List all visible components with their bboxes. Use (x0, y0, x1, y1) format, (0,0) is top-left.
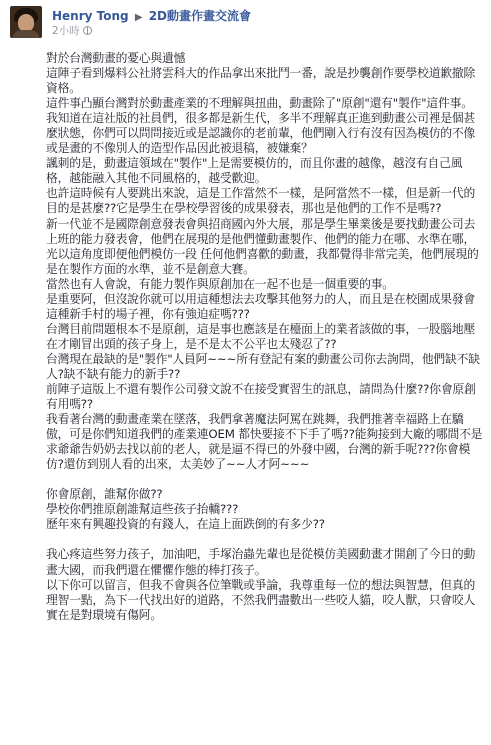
post-paragraph: 學校你們推原創誰幫這些孩子抬轎??? (46, 502, 239, 517)
post-meta (52, 23, 92, 38)
group-name-link[interactable]: 2D動畫作畫交流會 (148, 9, 252, 23)
post-paragraph: 我心疼這些努力孩子，加油吧，手塚治蟲先輩也是從模仿美國動畫才開創了今日的動畫大國，而我們還在懼懼作態的棒打孩子。 (46, 547, 476, 577)
post-paragraph: 你會原創，誰幫你做?? (46, 487, 163, 502)
post-paragraph: 歷年來有興趣投資的有錢人，在這上面跌倒的有多少?? (46, 517, 325, 532)
globe-icon[interactable] (83, 26, 92, 35)
post-body (46, 51, 484, 623)
author-name-link[interactable]: Henry Tong (52, 9, 129, 23)
post-paragraph: 這陣子看到爆料公社將雲科大的作品拿出來批鬥一番，說是抄襲創作要學校道歉撤除資格。 (46, 66, 476, 96)
post-paragraph: 諷刺的是，動畫這領域在"製作"上是需要模仿的，而且你畫的越像，越沒有自己風格，越能融入其他不同風格的，越受歡迎。 (46, 156, 463, 186)
post-paragraph: 以下你可以留言，但我不會與各位筆戰或爭論，我尊重每一位的想法與智慧，但真的理智一點，為下一代找出好的道路，不然我們盡數出一些咬人貓，咬人獸，只會咬人實在是對環境有傷阿。 (46, 577, 476, 622)
post-paragraph: 新一代並不是國際創意發表會與招商國內外大展，那是學生畢業後是要找動畫公司去上班的能力發表會，他們在展現的是他們懂動畫製作、他們的能力在哪、水準在哪，光以這角度即便他們模仿一段 任何他們喜歡的動畫，我都覺得非常完美，他們展現的是在製作方面的水準，並不是創意大賽。 (46, 216, 479, 276)
post-paragraph: 這件事凸顯台灣對於動畫產業的不理解與扭曲，動畫除了"原創"還有"製作"這件事。 (46, 96, 473, 111)
post-paragraph: 是重要阿，但沒說你就可以用這種想法去攻擊其他努力的人，而且是在校園成果發會這種新手村的場子裡，你有強迫症嗎??? (46, 291, 476, 321)
avatar-shirt (12, 30, 40, 38)
post-paragraph: 我知道在這社版的社員們，很多都是新生代，多半不理解真正進到動畫公司裡是個甚麼狀態，你們可以問問接近或是認識你的老前輩，他們剛入行有沒有因為模仿的不像或是畫的不像別人的造型作品因此被退稿，被嫌棄？ (46, 111, 476, 156)
avatar[interactable] (10, 6, 42, 38)
post-paragraph: 台灣目前問題根本不是原創，這是事也應該是在檯面上的業者該做的事，一股腦地壓在才剛冒出頭的孩子身上，是不是太不公平也太殘忍了?? (46, 321, 476, 351)
post-paragraph: 我看著台灣的動畫產業在墜落，我們拿著魔法阿罵在跳舞，我們推著幸福路上在驕傲，可是你們知道我們的產業連OEM 都快要接不下手了嗎??能夠接到大廠的哪間不是求爺爺告奶奶去找以前的老人，就是逼不得已的外發中國，台灣的新手呢???你會模仿?還仿到別人看的出來，太美妙了~~人才阿~~~ (46, 412, 483, 472)
post-paragraph: 當然也有人會說，有能力製作與原創加在一起不也是一個重要的事。 (46, 276, 394, 291)
post-timestamp[interactable]: 2小時 (52, 25, 80, 37)
post-header (10, 6, 480, 40)
post-paragraph: 對於台灣動畫的憂心與遺憾 (46, 51, 186, 65)
post-paragraph: 也許這時候有人要跳出來說，這是工作當然不一樣，是阿當然不一樣，但是新一代的目的是甚麼??它是學生在學校學習後的成果發表，那也是他們的工作不是嗎?? (46, 186, 476, 216)
post-title-line (52, 7, 251, 24)
arrow-right-icon: ▶ (134, 12, 143, 23)
post-paragraph: 前陣子這版上不還有製作公司發文說不在接受實習生的訊息，請問為什麼??你會原創有用嗎?? (46, 382, 476, 412)
post-paragraph: 台灣現在最缺的是"製作"人員阿~~~所有登記有案的動畫公司你去詢問，他們缺不缺人?缺不缺有能力的新手?? (46, 351, 480, 381)
post-paragraph (46, 532, 484, 547)
post-paragraph (46, 472, 484, 487)
